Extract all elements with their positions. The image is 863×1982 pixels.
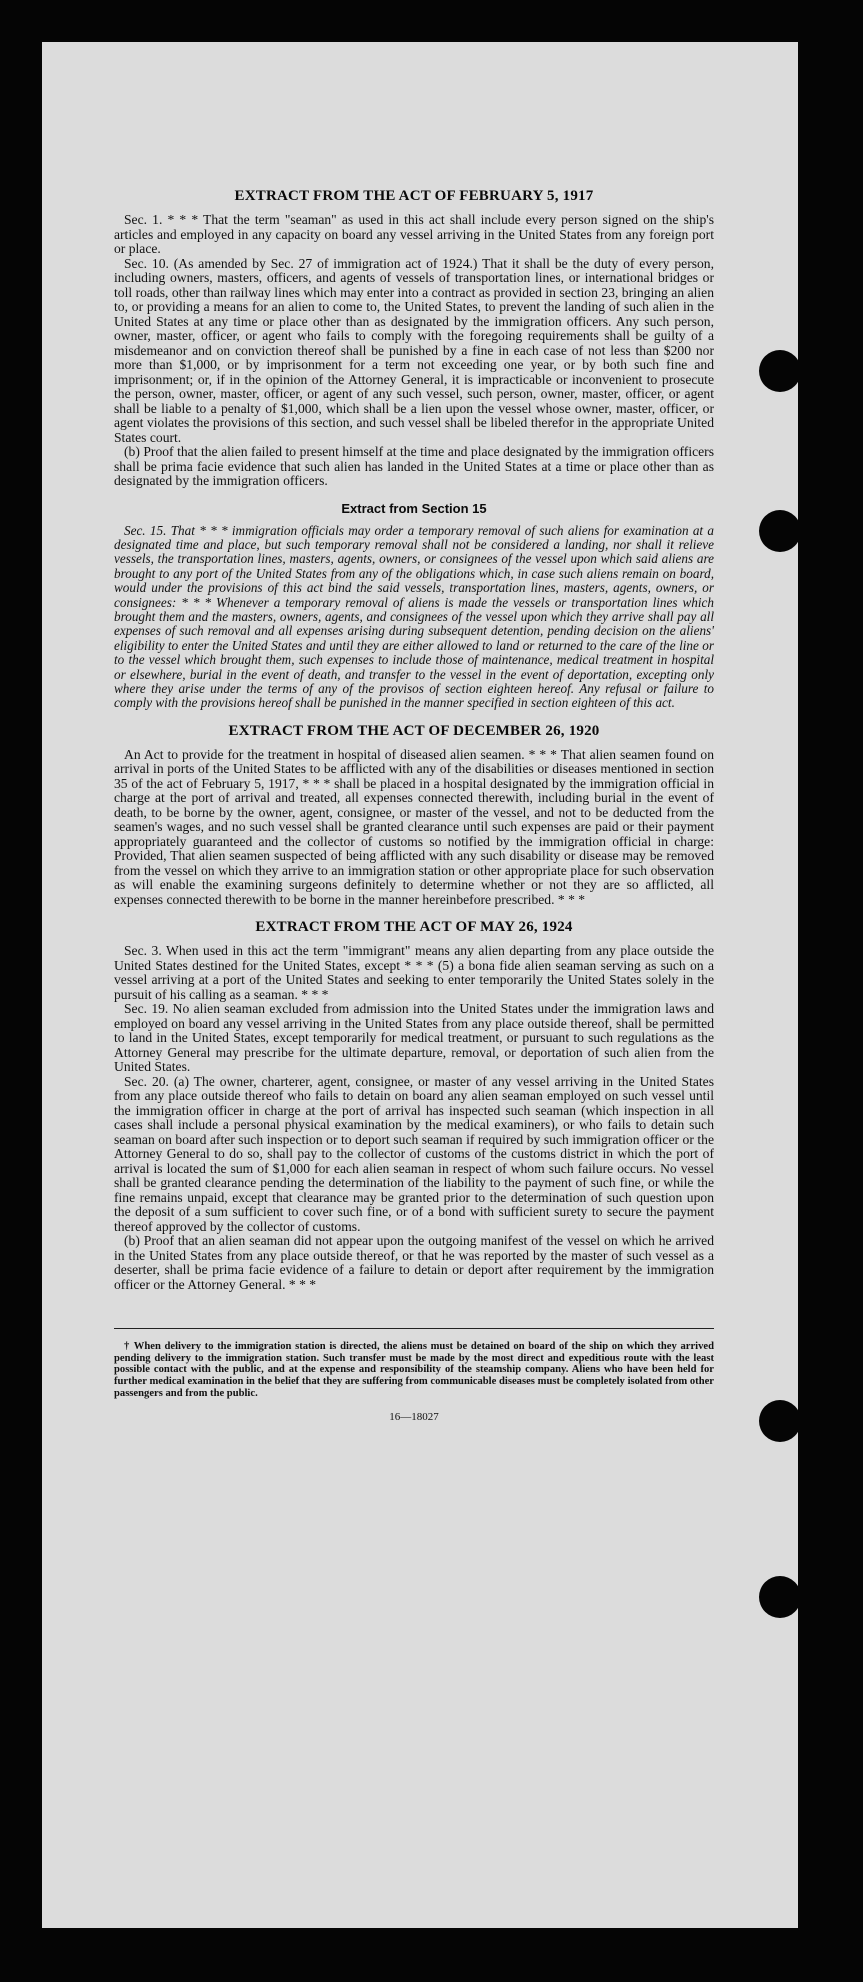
- paragraph: Sec. 3. When used in this act the term "immigrant" means any alien departing from any place outside the United States destined for the United States, except * * * (5) a bona fide alien seaman serving as such on a vessel arriving at a port of the United States and seeking to enter temporarily the United States solely in the pursuit of his calling as a seaman. * * *: [114, 943, 714, 1002]
- document-page: [42, 42, 798, 1928]
- section-extract-15: [114, 501, 714, 711]
- paragraph: (b) Proof that the alien failed to present himself at the time and place designated by the immigration officers shall be prima facie evidence that such alien has landed in the United States at a time or place other than as designated by the immigration officers.: [114, 444, 714, 488]
- paragraph: An Act to provide for the treatment in hospital of diseased alien seamen. * * * That alien seamen found on arrival in ports of the United States to be afflicted with any of the disabilities or diseases mentioned in section 35 of the act of February 5, 1917, * * * shall be placed in a hospital designated by the immigration official in charge at the port of arrival and treated, all expenses connected therewith, including burial in the event of death, to be borne by the owner, agent, consignee, or master of the vessel, and not to be deducted from the seamen's wages, and no such vessel shall be granted clearance until such expenses are paid or their payment appropriately guaranteed and the collector of customs so notified by the immigration official in charge: Provided, That alien seamen suspected of being afflicted with any such disability or disease may be removed from the vessel on which they arrive to an immigration station or other appropriate place for such observation as will enable the examining surgeons definitely to determine whether or not they are so afflicted, all expenses connected therewith to be borne in the manner hereinbefore prescribed. * * *: [114, 746, 714, 907]
- section-act-1924: [114, 919, 714, 1292]
- punch-hole: [759, 1400, 798, 1442]
- document-content: [114, 188, 714, 1423]
- paragraph: Sec. 15. That * * * immigration officials may order a temporary removal of such aliens for examination at a designated time and place, but such temporary removal shall not be considered a landing, nor shall it relieve vessels, the transportation lines, masters, agents, owners, or consignees of the vessel upon which said aliens are brought to any port of the United States from any of the obligations which, in case such aliens remain on board, would under the provisions of this act bind the said vessels, transportation lines, masters, agents, owners, or consignees: * * * Whenever a temporary removal of aliens is made the vessels or transportation lines which brought them and the masters, owners, agents, and consignees of the vessel upon which they arrive shall pay all expenses of such removal and all expenses arising during subsequent detention, pending decision on the aliens' eligibility to enter the United States and until they are either allowed to land or returned to the care of the line or to the vessel which brought them, such expenses to include those of maintenance, medical treatment in hospital or elsewhere, burial in the event of death, and transfer to the vessel in the event of deportation, excepting only where they arise under the terms of any of the provisos of section eighteen hereof. Any refusal or failure to comply with the provisions hereof shall be punished in the manner specified in section eighteen of this act.: [114, 522, 714, 711]
- footnote: [114, 1328, 714, 1423]
- section-heading: EXTRACT FROM THE ACT OF FEBRUARY 5, 1917: [234, 188, 594, 204]
- section-act-1920: [114, 723, 714, 908]
- punch-hole: [759, 350, 798, 392]
- footnote-text: † When delivery to the immigration station is directed, the aliens must be detained on board of the ship on which they arrived pending delivery to the immigration station. Such transfer must be made by the most direct and expeditious route with the least possible contact with the public, and at the expense and responsibility of the steamship company. Aliens who have been held for further medical examination in the belief that they are suffering from communicable diseases must be completely isolated from other passengers and from the public.: [114, 1341, 714, 1399]
- section-heading: EXTRACT FROM THE ACT OF MAY 26, 1924: [255, 919, 573, 936]
- punch-hole: [759, 510, 798, 552]
- form-code: 16—18027: [389, 1411, 439, 1424]
- paragraph: Sec. 1. * * * That the term "seaman" as used in this act shall include every person signed on the ship's articles and employed in any capacity on board any vessel arriving in the United States from any foreign port or place.: [114, 212, 714, 256]
- paragraph: Sec. 10. (As amended by Sec. 27 of immigration act of 1924.) That it shall be the duty of every person, including owners, masters, officers, and agents of vessels of transportation lines, or international bridges or toll roads, other than railway lines which may enter into a contract as provided in section 23, bringing an alien to, or providing a means for an alien to come to, the United States, to prevent the landing of such alien in the United States at any time or place other than as designated by the immigration officers. Any such person, owner, master, officer, or agent who fails to comply with the foregoing requirements shall be guilty of a misdemeanor and on conviction thereof shall be punished by a fine in each case of not less than $200 nor more than $1,000, or by imprisonment for a term not exceeding one year, or by both such fine and imprisonment; or, if in the opinion of the Attorney General, it is impracticable or inconvenient to prosecute the person, owner, master, officer, or agent of any such vessel, such person, owner, master, officer, or agent shall be liable to a penalty of $1,000, which shall be a lien upon the vessel whose owner, master, officer, or agent violates the provisions of this section, and such vessel shall be libeled therefor in the appropriate United States court.: [114, 255, 714, 445]
- paragraph: (b) Proof that an alien seaman did not appear upon the outgoing manifest of the vessel on which he arrived in the United States from any place outside thereof, or that he was reported by the master of such vessel as a deserter, shall be prima facie evidence of a failure to detain or deport after requirement by the immigration officer or the Attorney General. * * *: [114, 1233, 714, 1292]
- punch-hole: [759, 1576, 798, 1618]
- section-act-1917: [114, 188, 714, 489]
- section-heading: EXTRACT FROM THE ACT OF DECEMBER 26, 1920: [228, 722, 600, 739]
- section-subheading: Extract from Section 15: [341, 500, 487, 516]
- paragraph: Sec. 19. No alien seaman excluded from admission into the United States under the immigration laws and employed on board any vessel arriving in the United States from any place outside thereof, shall be permitted to land in the United States, except temporarily for medical treatment, or pursuant to such regulations as the Attorney General may prescribe for the ultimate departure, removal, or deportation of such alien from the United States.: [114, 1001, 714, 1075]
- paragraph: Sec. 20. (a) The owner, charterer, agent, consignee, or master of any vessel arriving in the United States from any place outside thereof who fails to detain on board any alien seaman employed on such vessel until the immigration officer in charge at the port of arrival has inspected such seaman (which inspection in all cases shall include a personal physical examination by the medical examiners), or who fails to detain such seaman on board after such inspection or to deport such seaman if required by such immigration officer or the Attorney General to do so, shall pay to the collector of customs of the customs district in which the port of arrival is located the sum of $1,000 for each alien seaman in respect of whom such failure occurs. No vessel shall be granted clearance pending the determination of the liability to the payment of such fine, or while the fine remains unpaid, except that clearance may be granted prior to the determination of such question upon the deposit of a sum sufficient to cover such fine, or of a bond with sufficient surety to secure the payment thereof approved by the collector of customs.: [114, 1073, 714, 1234]
